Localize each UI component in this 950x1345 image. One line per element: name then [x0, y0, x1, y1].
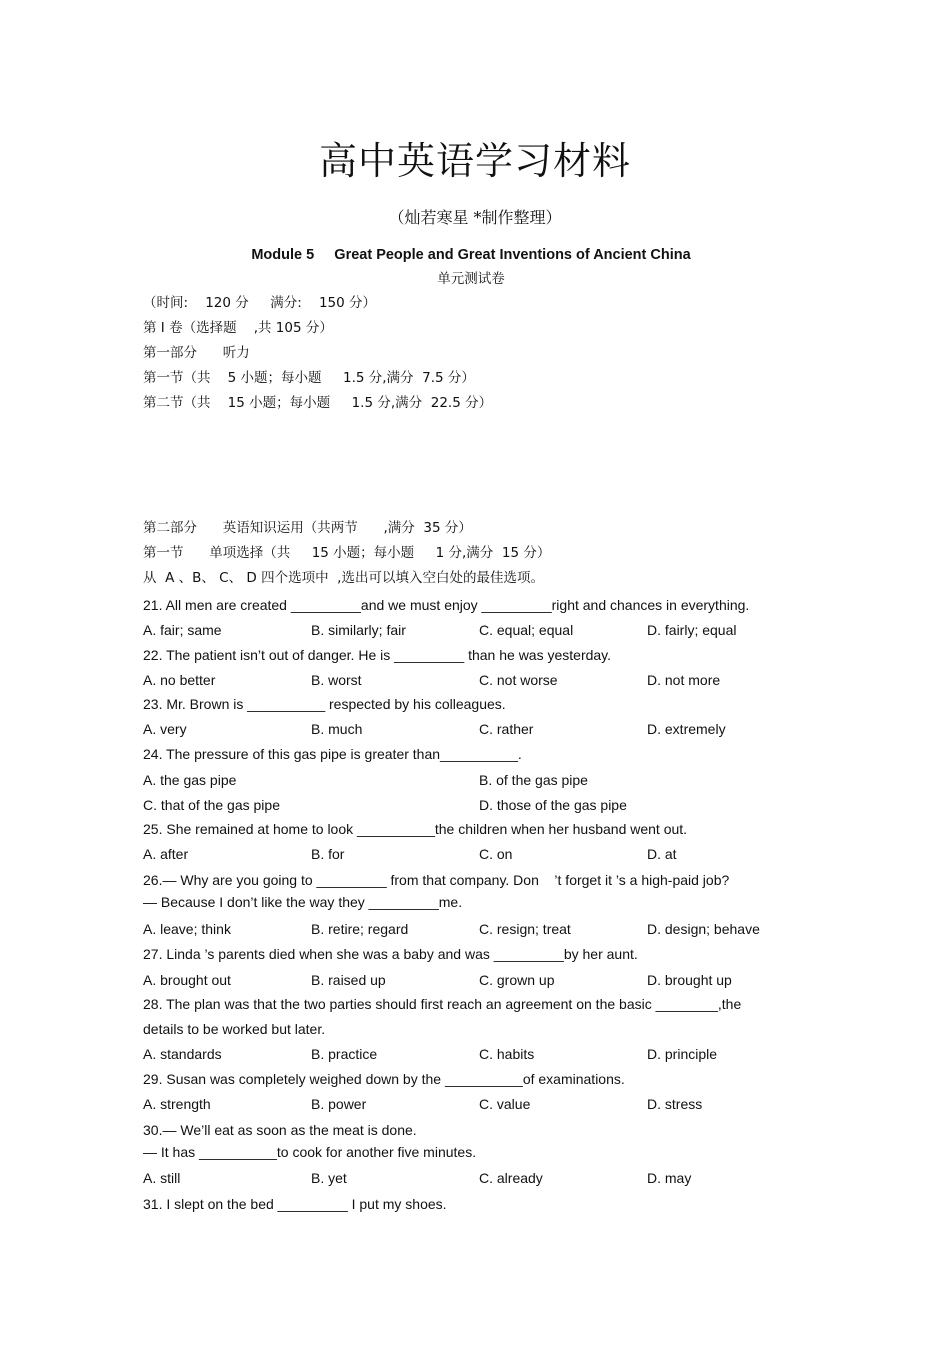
option-c: C. already — [479, 1170, 543, 1186]
page-subtitle: （灿若寒星 *制作整理） — [388, 208, 562, 227]
exam-time-info: （时间: 120 分 满分: 150 分） — [143, 295, 376, 311]
option-b: B. much — [311, 721, 363, 737]
question-stem: 31. I slept on the bed _________ I put my shoes. — [143, 1196, 447, 1212]
question-stem: 25. She remained at home to look __________the children when her husband went out. — [143, 821, 688, 837]
option-a: A. the gas pipe — [143, 772, 237, 788]
option-d: D. extremely — [647, 721, 726, 737]
part2-section1-heading: 第一节 单项选择（共 15 小题；每小题 1 分,满分 15 分） — [143, 545, 551, 561]
option-b: B. raised up — [311, 972, 386, 988]
section1-heading: 第一节（共 5 小题；每小题 1.5 分,满分 7.5 分） — [143, 370, 475, 386]
option-d: D. may — [647, 1170, 692, 1186]
option-d: D. design; behave — [647, 921, 760, 937]
question-options — [143, 620, 823, 640]
option-b: B. for — [311, 846, 345, 862]
question-stem: 29. Susan was completely weighed down by the __________of examinations. — [143, 1071, 625, 1087]
module-heading: Module 5 Great People and Great Inventions of Ancient China — [251, 247, 691, 263]
question-stem: 28. The plan was that the two parties should first reach an agreement on the basic ________,the — [143, 996, 742, 1012]
volume-heading: 第 I 卷（选择题 ,共 105 分） — [143, 320, 333, 336]
option-a: A. leave; think — [143, 921, 231, 937]
question-options — [143, 770, 823, 790]
question-stem: 21. All men are created _________and we must enjoy _________right and chances in everything. — [143, 597, 750, 613]
option-d: D. at — [647, 846, 677, 862]
question-stem: 26.— Why are you going to _________ from that company. Don ’t forget it ’s a high-paid job? — [143, 872, 730, 888]
option-c: C. grown up — [479, 972, 555, 988]
option-c: C. habits — [479, 1046, 535, 1062]
question-stem-continued: — It has __________to cook for another five minutes. — [143, 1144, 477, 1160]
option-a: A. very — [143, 721, 187, 737]
section2-heading: 第二节（共 15 小题；每小题 1.5 分,满分 22.5 分） — [143, 395, 493, 411]
option-c: C. resign; treat — [479, 921, 571, 937]
question-options — [143, 1094, 823, 1114]
option-b: B. worst — [311, 672, 362, 688]
option-b: B. yet — [311, 1170, 347, 1186]
question-options — [143, 795, 823, 815]
question-options — [143, 1168, 823, 1188]
option-c: C. not worse — [479, 672, 558, 688]
option-b: B. similarly; fair — [311, 622, 406, 638]
option-d: D. not more — [647, 672, 721, 688]
question-stem: 23. Mr. Brown is __________ respected by his colleagues. — [143, 696, 506, 712]
option-a: A. fair; same — [143, 622, 222, 638]
unit-test-heading: 单元测试卷 — [437, 271, 505, 287]
question-stem: 30.— We’ll eat as soon as the meat is done. — [143, 1122, 417, 1138]
question-stem-continued: — Because I don’t like the way they _________me. — [143, 894, 463, 910]
question-options — [143, 719, 823, 739]
option-b: B. power — [311, 1096, 367, 1112]
option-c: C. on — [479, 846, 513, 862]
question-stem-continued: details to be worked but later. — [143, 1021, 326, 1037]
part2-heading: 第二部分 英语知识运用（共两节 ,满分 35 分） — [143, 520, 472, 536]
question-options — [143, 844, 823, 864]
question-options — [143, 670, 823, 690]
option-d: D. brought up — [647, 972, 732, 988]
question-stem: 22. The patient isn’t out of danger. He is _________ than he was yesterday. — [143, 647, 612, 663]
option-a: A. brought out — [143, 972, 231, 988]
part1-heading: 第一部分 听力 — [143, 345, 250, 361]
option-b: B. retire; regard — [311, 921, 409, 937]
option-b: B. of the gas pipe — [479, 772, 588, 788]
option-d: D. stress — [647, 1096, 703, 1112]
option-c: C. value — [479, 1096, 531, 1112]
question-stem: 24. The pressure of this gas pipe is greater than__________. — [143, 746, 522, 762]
option-d: D. those of the gas pipe — [479, 797, 627, 813]
question-options — [143, 970, 823, 990]
question-options — [143, 1044, 823, 1064]
option-c: C. equal; equal — [479, 622, 574, 638]
question-options — [143, 919, 823, 939]
question-stem: 27. Linda ’s parents died when she was a baby and was _________by her aunt. — [143, 946, 638, 962]
option-a: A. after — [143, 846, 189, 862]
option-a: A. standards — [143, 1046, 222, 1062]
instruction-text: 从 A 、B、 C、 D 四个选项中 ,选出可以填入空白处的最佳选项。 — [143, 570, 544, 586]
page-title: 高中英语学习材料 — [318, 139, 631, 183]
option-a: A. strength — [143, 1096, 211, 1112]
option-a: A. still — [143, 1170, 181, 1186]
option-c: C. rather — [479, 721, 534, 737]
option-a: A. no better — [143, 672, 216, 688]
option-c: C. that of the gas pipe — [143, 797, 280, 813]
option-d: D. fairly; equal — [647, 622, 737, 638]
option-d: D. principle — [647, 1046, 718, 1062]
option-b: B. practice — [311, 1046, 378, 1062]
